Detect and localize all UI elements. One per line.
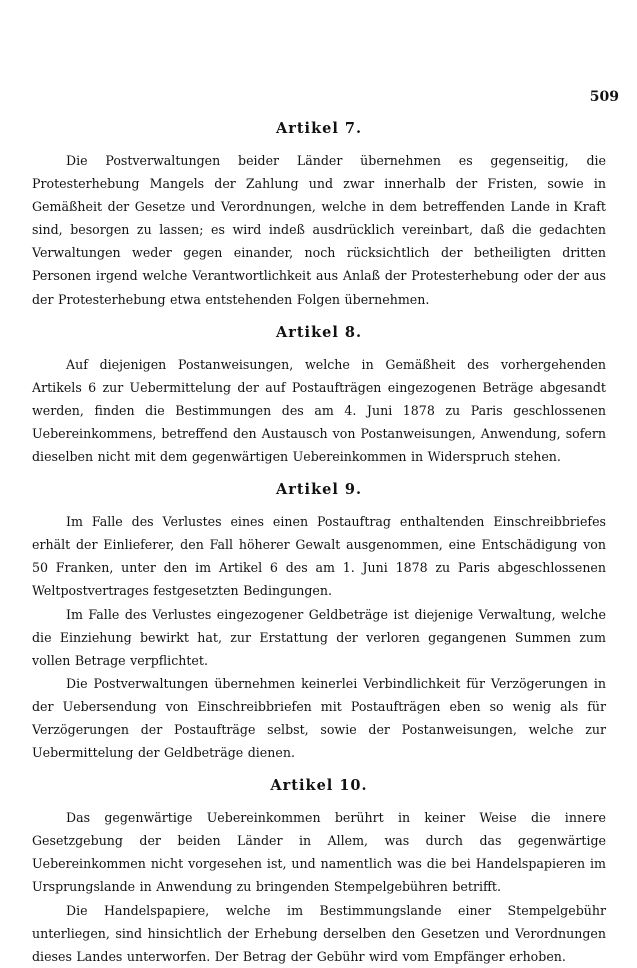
page-number: 509 <box>589 89 619 105</box>
paragraph: Die Postverwaltungen übernehmen keinerlei Verbindlichkeit für Verzögerungen in der Uebersendung von Einschreibbriefen mit Postaufträgen eben so wenig als für Verzögerungen der Postaufträge selbst, sowie der Postanweisungen, welche zur Uebermittelung der Geldbeträge dienen. <box>32 675 606 761</box>
paragraph: Auf diejenigen Postanweisungen, welche in Gemäßheit des vorhergehenden Artikels 6 zur Uebermittelung der auf Postaufträgen eingezogenen Beträge abgesandt werden, finden die Bestimmungen des am 4. Juni 1878 zu Paris geschlossenen Uebereinkommens, betreffend den Austausch von Postanweisungen, Anwendung, sofern dieselben nicht mit dem gegenwärtigen Uebereinkommen in Widerspruch stehen. <box>32 356 606 465</box>
section-heading-artikel-7: Artikel 7. <box>275 120 363 137</box>
paragraph: Die Postverwaltungen beider Länder übernehmen es gegenseitig, die Protesterhebung Mangels der Zahlung und zwar innerhalb der Fristen, sowie in Gemäßheit der Gesetze und Verordnungen, welche in dem betreffenden Lande in Kraft sind, besorgen zu lassen; es wird indeß ausdrücklich vereinbart, daß die gedachten Verwaltungen weder gegen einander, noch rücksichtlich der betheiligten dritten Personen irgend welche Verantwortlichkeit aus Anlaß der Protesterhebung oder der aus der Protesterhebung etwa entstehenden Folgen übernehmen. <box>32 153 606 307</box>
paragraph: Im Falle des Verlustes eingezogener Geldbeträge ist diejenige Verwaltung, welche die Einziehung bewirkt hat, zur Erstattung der verloren gegangenen Summen zum vollen Betrage verpflichtet. <box>32 606 606 668</box>
paragraph: Das gegenwärtige Uebereinkommen berührt in keiner Weise die innere Gesetzgebung der beiden Länder in Allem, was durch das gegenwärtige Uebereinkommen nicht vorgesehen ist, und namentlich was die bei Handelspapieren im Ursprungslande in Anwendung zu bringenden Stempelgebühren betrifft. <box>32 810 606 895</box>
section-heading-artikel-8: Artikel 8. <box>275 323 363 341</box>
section-heading-artikel-9: Artikel 9. <box>275 481 363 499</box>
paragraph: Die Handelspapiere, welche im Bestimmungslande einer Stempelgebühr unterliegen, sind hinsichtlich der Erhebung derselben den Gesetzen und Verordnungen dieses Landes unterworfen. Der Betrag der Gebühr wird vom Empfänger erhoben. <box>32 902 606 964</box>
paragraph: Im Falle des Verlustes eines einen Postauftrag enthaltenden Einschreibbriefes erhält der Einlieferer, den Fall höherer Gewalt ausgenommen, eine Entschädigung von 50 Franken, unter den im Artikel 6 des am 1. Juni 1878 zu Paris abgeschlossenen Weltpostvertrages festgesetzten Bedingungen. <box>32 514 606 599</box>
section-heading-artikel-10: Artikel 10. <box>270 777 368 795</box>
page-content <box>32 118 606 968</box>
